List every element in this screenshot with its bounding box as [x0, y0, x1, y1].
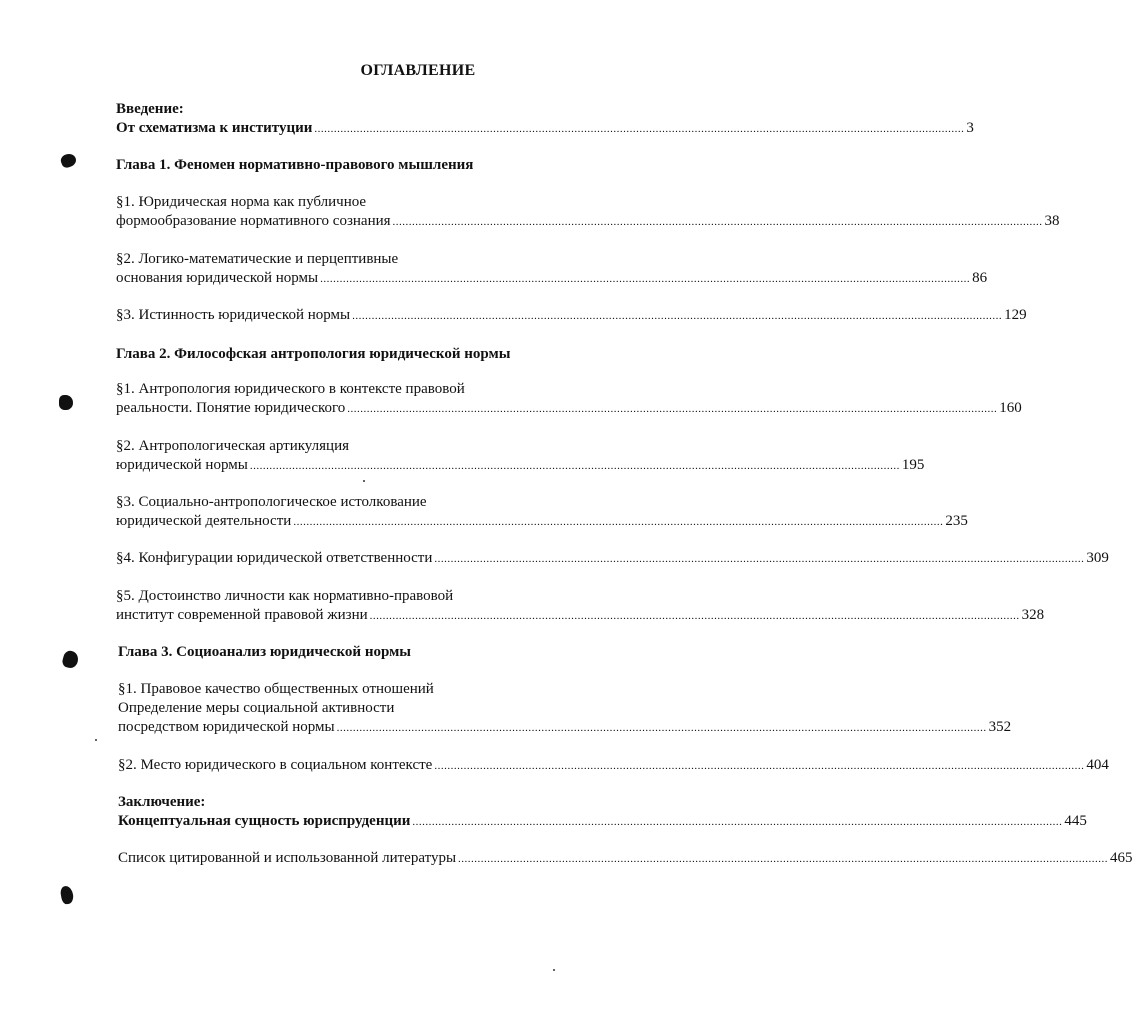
entry-title: Концептуальная сущность юриспруденции [118, 813, 411, 829]
dot-leader: ........................................................................................................................................................................................................ [336, 722, 987, 734]
chapter-1-section-2[interactable] [116, 250, 988, 289]
dot-leader: ........................................................................................................................................................................................................ [293, 516, 944, 528]
entry-line: §1. Юридическая норма как публичное [116, 194, 367, 210]
chapter-3-section-2[interactable] [118, 756, 1109, 776]
page-number: 3 [966, 120, 974, 136]
dot-leader: ........................................................................................................................................................................................................ [249, 460, 900, 472]
page-title: ОГЛАВЛЕНИЕ [360, 62, 476, 79]
page-number: 195 [901, 457, 925, 473]
dot-leader: ........................................................................................................................................................................................................ [434, 553, 1085, 565]
dot-leader: ........................................................................................................................................................................................................ [369, 610, 1020, 622]
toc-entry-conclusion[interactable] [118, 812, 1087, 832]
intro-block [116, 100, 974, 139]
chapter-3-heading: Глава 3. Социоанализ юридической нормы [118, 644, 412, 660]
speck-decoration [363, 480, 365, 482]
chapter-2-heading: Глава 2. Философская антропология юридической нормы [116, 346, 511, 362]
entry-line: §2. Антропологическая артикуляция [116, 438, 349, 454]
ink-blot-decoration [60, 885, 75, 905]
chapter-1-section-1[interactable] [116, 193, 1060, 232]
page-number: 445 [1064, 813, 1087, 829]
dot-leader: ........................................................................................................................................................................................................ [392, 216, 1043, 228]
entry-line: §2. Логико-математические и перцептивные [116, 251, 399, 267]
dot-leader: ........................................................................................................................................................................................................ [314, 123, 965, 135]
dot-leader: ........................................................................................................................................................................................................ [412, 816, 1063, 828]
dot-leader: ........................................................................................................................................................................................................ [347, 403, 998, 415]
entry-line: §1. Правовое качество общественных отношений [118, 681, 434, 697]
page-number: 309 [1086, 550, 1109, 566]
page-number: 160 [999, 400, 1022, 416]
toc-entry-intro[interactable] [116, 119, 974, 139]
entry-title: Список цитированной и использованной литературы [118, 850, 457, 866]
page-number: 86 [972, 270, 988, 286]
entry-title: юридической деятельности [116, 513, 292, 529]
page-number: 404 [1086, 757, 1109, 773]
entry-title: формообразование нормативного сознания [116, 213, 391, 229]
chapter-1-section-3[interactable] [116, 306, 1027, 326]
dot-leader: ........................................................................................................................................................................................................ [320, 273, 971, 285]
entry-line: §1. Антропология юридического в контексте правовой [116, 381, 465, 397]
entry-line: Определение меры социальной активности [118, 700, 395, 716]
entry-title: §3. Истинность юридической нормы [116, 307, 351, 323]
entry-title: институт современной правовой жизни [116, 607, 368, 623]
entry-title: реальности. Понятие юридического [116, 400, 346, 416]
entry-title: §2. Место юридического в социальном контексте [118, 757, 433, 773]
toc-entry-bibliography[interactable] [118, 849, 1133, 869]
entry-title: §4. Конфигурации юридической ответственности [116, 550, 433, 566]
chapter-2-section-1[interactable] [116, 380, 1022, 419]
chapter-2-section-4[interactable] [116, 549, 1109, 569]
entry-title: юридической нормы [116, 457, 248, 473]
page-number: 352 [988, 719, 1012, 735]
page-number: 465 [1110, 850, 1133, 866]
page-number: 38 [1044, 213, 1060, 229]
intro-label: Введение: [116, 101, 184, 117]
entry-line: §5. Достоинство личности как нормативно-правовой [116, 588, 454, 604]
speck-decoration [553, 969, 555, 971]
conclusion-block [118, 793, 1087, 832]
page-number: 235 [945, 513, 968, 529]
chapter-2-section-3[interactable] [116, 493, 968, 532]
conclusion-label: Заключение: [118, 794, 206, 810]
dot-leader: ........................................................................................................................................................................................................ [352, 310, 1003, 322]
dot-leader: ........................................................................................................................................................................................................ [458, 853, 1109, 865]
dot-leader: ........................................................................................................................................................................................................ [434, 760, 1085, 772]
speck-decoration [95, 739, 97, 741]
entry-title: От схематизма к институции [116, 120, 313, 136]
entry-title: посредством юридической нормы [118, 719, 335, 735]
ink-blot-decoration [59, 152, 78, 169]
chapter-1-heading: Глава 1. Феномен нормативно-правового мышления [116, 157, 474, 173]
entry-line: §3. Социально-антропологическое истолкование [116, 494, 427, 510]
entry-title: основания юридической нормы [116, 270, 319, 286]
ink-blot-decoration [59, 395, 73, 410]
chapter-3-section-1[interactable] [118, 680, 1012, 738]
page-number: 328 [1021, 607, 1045, 623]
ink-blot-decoration [61, 649, 80, 669]
page-number: 129 [1004, 307, 1027, 323]
chapter-2-section-2[interactable] [116, 437, 925, 476]
chapter-2-section-5[interactable] [116, 587, 1045, 626]
